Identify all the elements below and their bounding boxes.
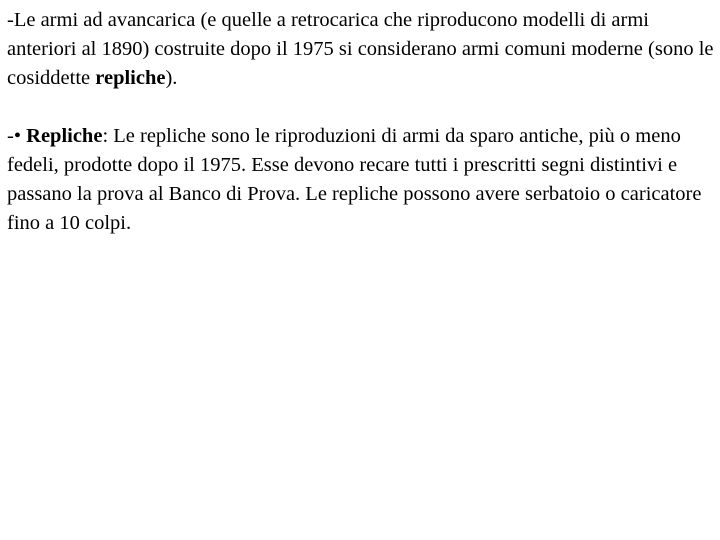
- repliche-term: repliche: [95, 67, 166, 89]
- paragraph-repliche: [7, 122, 715, 238]
- paragraph-1-suffix: ).: [165, 67, 178, 89]
- bullet-marker: -•: [7, 125, 27, 147]
- paragraph-spacer: [7, 93, 715, 122]
- paragraph-1-prefix: -Le armi ad avancarica (e quelle a retrocarica che riproducono modelli di armi anteriori al 1890) costruite dopo il 1975 si considerano armi comuni moderne (sono le cosiddette: [7, 9, 714, 89]
- paragraph-2-body: : Le repliche sono le riproduzioni di armi da sparo antiche, più o meno fedeli, prodotte dopo il 1975. Esse devono recare tutti i prescritti segni distintivi e passano la prova al Banco di Prova. Le repliche possono avere serbatoio o caricatore fino a 10 colpi.: [7, 125, 702, 234]
- text-block: [7, 6, 715, 238]
- repliche-heading: Repliche: [26, 125, 103, 147]
- paragraph-avancarica: [7, 6, 715, 93]
